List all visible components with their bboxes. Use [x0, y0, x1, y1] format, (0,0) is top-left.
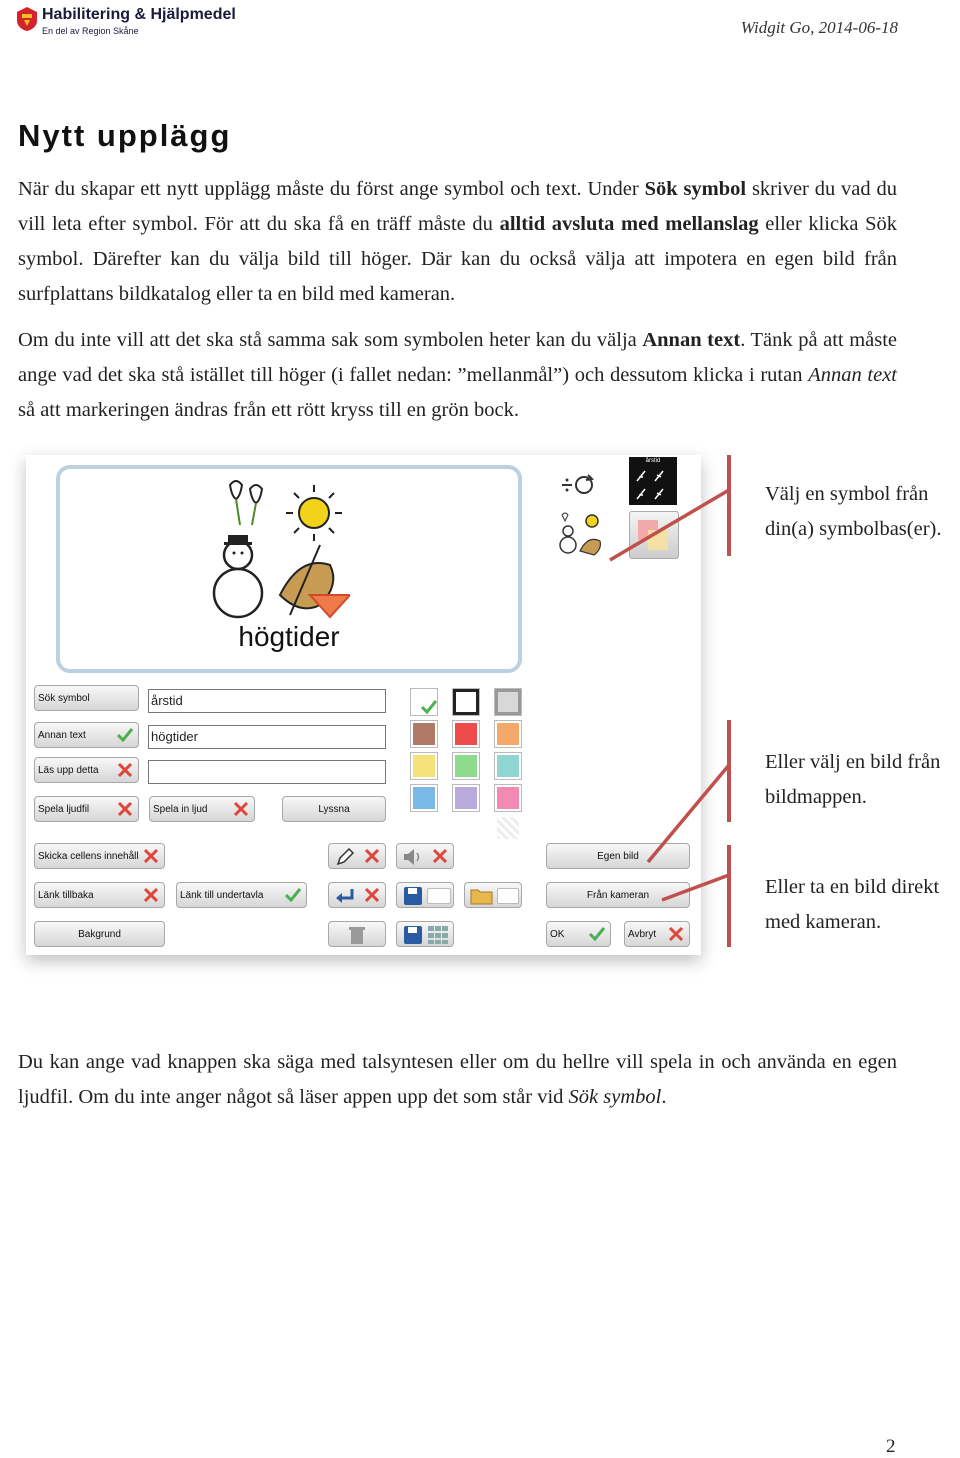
return-arrow-icon	[334, 887, 356, 905]
logo-mark-icon	[16, 6, 38, 32]
callout-bar	[727, 455, 731, 556]
sound-toggle-button[interactable]	[396, 843, 454, 869]
divide-rotate-icon[interactable]	[558, 471, 598, 499]
callout-lines	[600, 450, 740, 950]
avbryt-button[interactable]: Avbryt	[624, 921, 690, 947]
swatch-blue[interactable]	[411, 785, 437, 811]
delete-button[interactable]	[328, 921, 386, 947]
cross-icon	[431, 847, 449, 865]
winter-small-icon[interactable]	[554, 509, 604, 559]
swatch-pattern[interactable]	[495, 815, 521, 841]
org-subtitle: En del av Region Skåne	[42, 26, 139, 36]
open-folder-button[interactable]	[464, 882, 522, 908]
callout-bar	[727, 720, 731, 822]
cross-icon	[142, 847, 160, 865]
swatch-teal[interactable]	[495, 753, 521, 779]
swatch-purple[interactable]	[453, 785, 479, 811]
floppy-disk-icon	[403, 886, 423, 906]
read-aloud-input[interactable]	[148, 760, 386, 784]
lank-tillbaka-toggle[interactable]: Länk tillbaka	[34, 882, 165, 908]
search-symbol-input[interactable]: årstid	[148, 689, 386, 713]
grid-icon	[427, 925, 449, 945]
symbol-card-preview	[56, 465, 522, 673]
season-thumbnail[interactable]: årstid	[629, 457, 677, 505]
check-icon	[284, 886, 302, 904]
swatch-brown[interactable]	[411, 721, 437, 747]
swatch-white-selected[interactable]	[411, 689, 437, 715]
spela-ljudfil-toggle[interactable]: Spela ljudfil	[34, 796, 139, 822]
speaker-icon	[402, 847, 424, 867]
spela-in-ljud-button[interactable]: Spela in ljud	[149, 796, 255, 822]
skicka-cellens-innehall-toggle[interactable]: Skicka cellens innehåll	[34, 843, 165, 869]
swatch-black-outline[interactable]	[453, 689, 479, 715]
cross-icon	[232, 800, 250, 818]
page-title: Nytt upplägg	[18, 118, 232, 153]
document-meta: Widgit Go, 2014-06-18	[740, 18, 898, 37]
floppy-disk-icon	[403, 925, 423, 945]
intro-paragraph: När du skapar ett nytt upplägg måste du först ange symbol och text. Under Sök symbol skriver du vad du vill leta efter symbol. För att du ska få en träff måste du alltid avsluta med mellanslag eller klicka Sök symbol. Därefter kan du välja bild till höger. Där kan du också välja att impotera en egen bild från surfplattans bildkatalog eller ta en bild med kameran.	[18, 178, 897, 305]
note-folder-line1: Eller välj en bild från	[765, 751, 941, 773]
cross-icon	[116, 761, 134, 779]
page-number: 2	[886, 1436, 896, 1457]
folder-icon	[470, 887, 494, 905]
note-camera-line2: med kameran.	[765, 911, 882, 933]
check-icon	[116, 726, 134, 744]
save-button[interactable]	[396, 882, 454, 908]
swatch-grey[interactable]	[495, 689, 521, 715]
note-symbol-line1: Välj en symbol från	[765, 483, 929, 505]
sok-symbol-button[interactable]: Sök symbol	[34, 685, 139, 711]
org-logo	[16, 4, 276, 40]
audio-paragraph: Du kan ange vad knappen ska säga med talsyntesen eller om du hellre vill spela in och använda en egen ljudfil. Om du inte anger något så läser appen upp det som står vid Sök symbol.	[18, 1051, 897, 1108]
card-label: högtider	[238, 621, 340, 652]
save-grid-button[interactable]	[396, 921, 454, 947]
swatch-red[interactable]	[453, 721, 479, 747]
return-toggle-button[interactable]	[328, 882, 386, 908]
trash-icon	[347, 925, 367, 945]
cross-icon	[142, 886, 160, 904]
org-name: Habilitering & Hjälpmedel	[42, 6, 236, 23]
las-upp-toggle[interactable]: Läs upp detta	[34, 757, 139, 783]
swatch-orange[interactable]	[495, 721, 521, 747]
winter-symbol-icon	[210, 475, 350, 625]
other-text-input[interactable]: högtider	[148, 725, 386, 749]
swatch-yellow[interactable]	[411, 753, 437, 779]
cross-icon	[363, 886, 381, 904]
pen-icon	[335, 847, 355, 867]
edit-toggle-button[interactable]	[328, 843, 386, 869]
swatch-green[interactable]	[453, 753, 479, 779]
note-folder-line2: bildmappen.	[765, 786, 867, 808]
note-camera-line1: Eller ta en bild direkt	[765, 876, 940, 898]
ok-button[interactable]: OK	[546, 921, 611, 947]
cross-icon	[116, 800, 134, 818]
swatch-pink[interactable]	[495, 785, 521, 811]
annan-text-toggle[interactable]: Annan text	[34, 722, 139, 748]
cross-icon	[363, 847, 381, 865]
fran-kameran-button[interactable]: Från kameran	[546, 882, 690, 908]
lyssna-button[interactable]: Lyssna	[282, 796, 386, 822]
bakgrund-button[interactable]: Bakgrund	[34, 921, 165, 947]
note-symbol-line2: din(a) symbolbas(er).	[765, 518, 942, 540]
other-text-paragraph: Om du inte vill att det ska stå samma sak som symbolen heter kan du välja Annan text. Tänk på att måste ange vad det ska stå istället till höger (i fallet nedan: ”mellanmål”) och dessutom klicka i rutan Annan text så att markeringen ändras från ett rött kryss till en grön bock.	[18, 329, 898, 421]
callout-bar	[727, 845, 731, 947]
lank-till-undertavla-toggle[interactable]: Länk till undertavla	[176, 882, 307, 908]
check-icon	[421, 699, 437, 715]
egen-bild-button[interactable]: Egen bild	[546, 843, 690, 869]
